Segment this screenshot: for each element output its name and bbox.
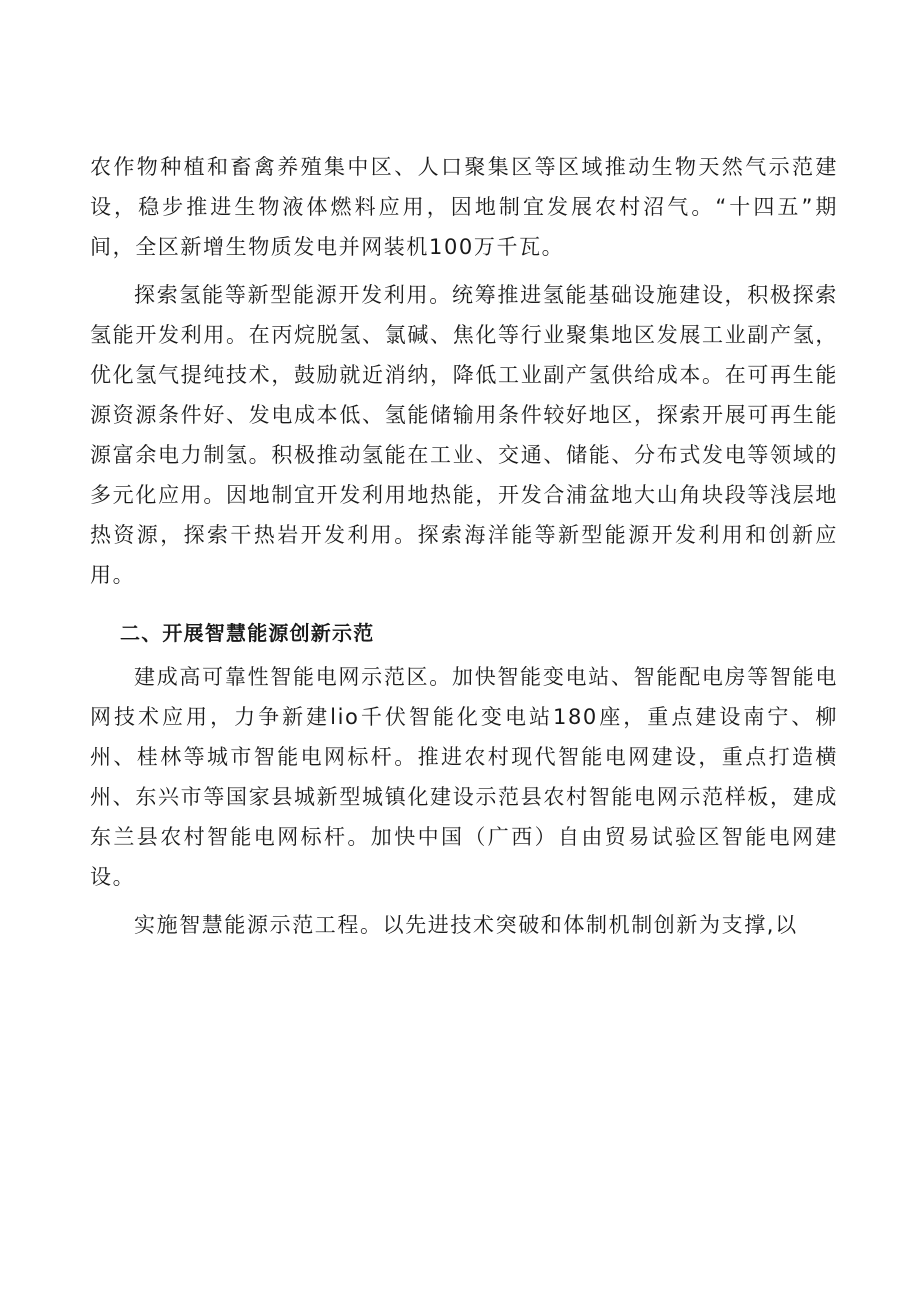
document-page <box>90 147 838 945</box>
paragraph-hydrogen: 探索氢能等新型能源开发利用。统筹推进氢能基础设施建设，积极探索氢能开发利用。在丙烷脱氢、氯碱、焦化等行业聚集地区发展工业副产氢，优化氢气提纯技术，鼓励就近消纳，降低工业副产氢供给成本。在可再生能源资源条件好、发电成本低、氢能储输用条件较好地区，探索开展可再生能源富余电力制氢。积极推动氢能在工业、交通、储能、分布式发电等领域的多元化应用。因地制宜开发利用地热能，开发合浦盆地大山角块段等浅层地热资源，探索干热岩开发利用。探索海洋能等新型能源开发利用和创新应用。 <box>90 283 838 587</box>
paragraph-smart-energy: 实施智慧能源示范工程。以先进技术突破和体制机制创新为支撑,以 <box>134 913 798 937</box>
paragraph-smart-grid: 建成高可靠性智能电网示范区。加快智能变电站、智能配电房等智能电网技术应用，力争新建lio千伏智能化变电站180座，重点建设南宁、柳州、桂林等城市智能电网标杆。推进农村现代智能电网建设，重点打造横州、东兴市等国家县城新型城镇化建设示范县农村智能电网示范样板，建成东兰县农村智能电网标杆。加快中国（广西）自由贸易试验区智能电网建设。 <box>90 665 838 889</box>
section-heading: 二、开展智慧能源创新示范 <box>120 621 375 645</box>
paragraph-biogas: 农作物种植和畜禽养殖集中区、人口聚集区等区域推动生物天然气示范建设，稳步推进生物液体燃料应用，因地制宜发展农村沼气。“十四五”期间，全区新增生物质发电并网装机100万千瓦。 <box>90 155 838 259</box>
